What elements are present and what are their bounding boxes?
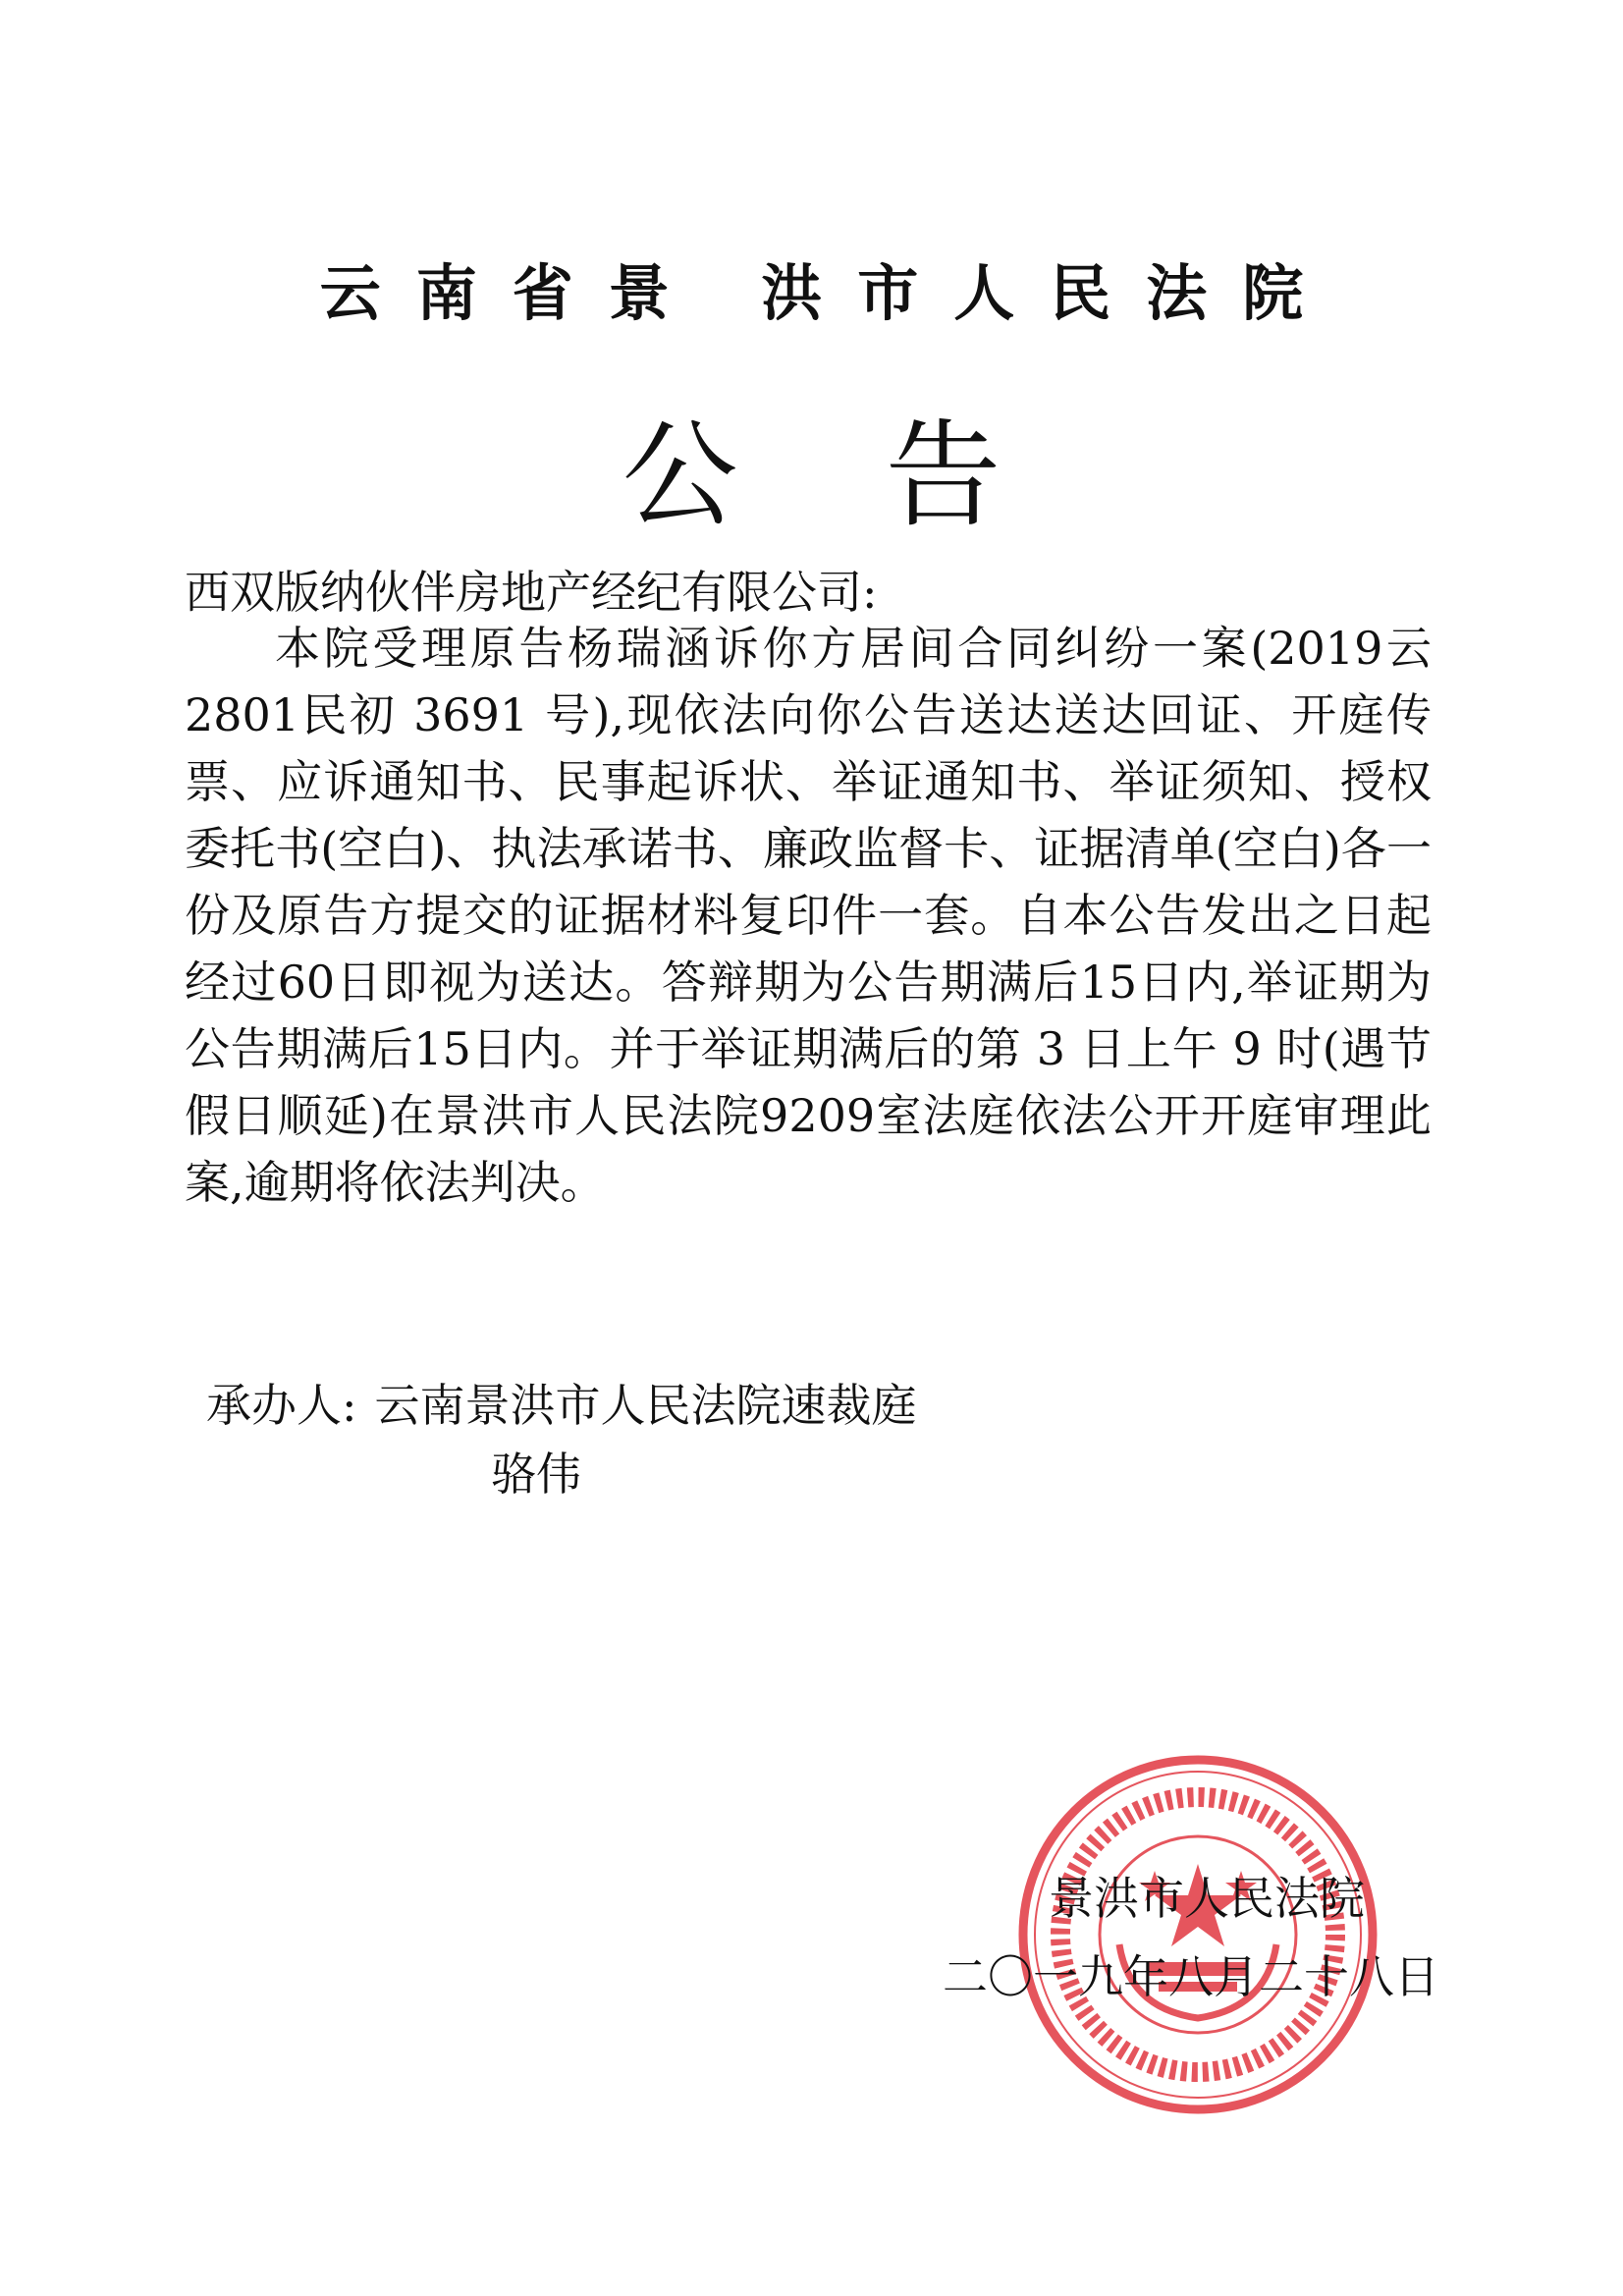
handler-row	[206, 1379, 917, 1432]
handler-department: 云南景洪市人民法院速裁庭	[374, 1379, 917, 1432]
notice-title: 公告	[622, 408, 1149, 543]
signature-court-name: 景洪市人民法院	[1049, 1872, 1365, 1925]
addressee: 西双版纳伙伴房地产经纪有限公司:	[185, 566, 878, 619]
notice-body: 本院受理原告杨瑞涵诉你方居间合同纠纷一案(2019云2801民初 3691 号),现依法向你公告送达送达回证、开庭传票、应诉通知书、民事起诉状、举证通知书、举证须知、授权委托书(空白)、执法承诺书、廉政监督卡、证据清单(空白)各一份及原告方提交的证据材料复印件一套。自本公告发出之日起经过60日即视为送达。答辩期为公告期满后15日内,举证期为公告期满后15日内。并于举证期满后的第 3 日上午 9 时(遇节假日顺延)在景洪市人民法院9209室法庭依法公开开庭审理此案,逾期将依法判决。	[185, 622, 1432, 1209]
handler-label: 承办人:	[206, 1379, 357, 1432]
court-seal-stamp	[1011, 1748, 1384, 2121]
signature-date: 二〇一九年八月二十八日	[943, 1950, 1439, 2003]
court-name-heading: 云南省景 洪市人民法院	[319, 257, 1339, 329]
judge-name: 骆伟	[491, 1448, 581, 1501]
